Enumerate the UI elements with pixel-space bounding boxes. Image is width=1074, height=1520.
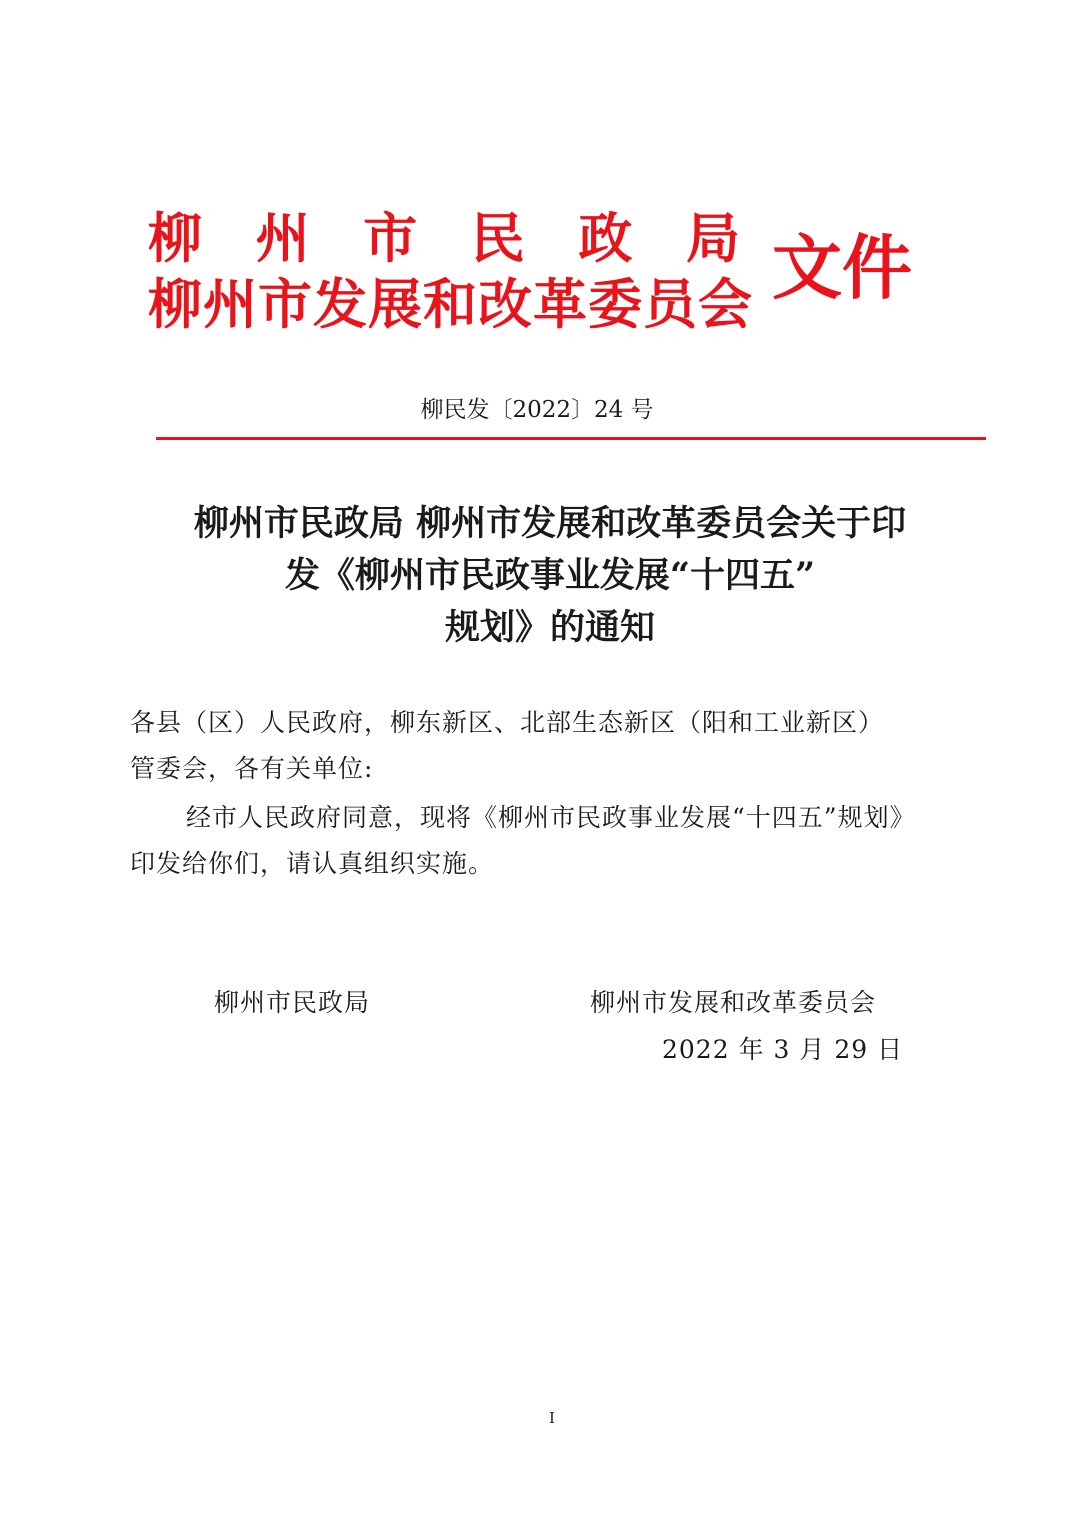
recipients-line: 管委会，各有关单位: bbox=[130, 754, 374, 783]
document-title bbox=[120, 498, 980, 654]
page-number: I bbox=[549, 1409, 555, 1427]
recipients bbox=[130, 700, 980, 792]
signer-development-reform: 柳州市发展和改革委员会 bbox=[590, 988, 877, 1017]
title-line: 规划》的通知 bbox=[444, 607, 655, 648]
issuer-char: 州 bbox=[255, 207, 310, 270]
title-line: 柳州市民政局 柳州市发展和改革委员会关于印 bbox=[193, 503, 907, 544]
document-number: 柳民发〔2022〕24 号 bbox=[420, 397, 654, 423]
issuer-char: 柳 bbox=[148, 207, 202, 270]
red-divider bbox=[156, 437, 986, 440]
body-line: 印发给你们，请认真组织实施。 bbox=[130, 849, 495, 878]
issuer-name-line2: 柳州市发展和改革委员会 bbox=[148, 273, 753, 336]
issuer-char: 市 bbox=[363, 207, 418, 270]
recipients-line: 各县（区）人民政府，柳东新区、北部生态新区（阳和工业新区） bbox=[130, 708, 885, 737]
issuer-char: 局 bbox=[685, 207, 740, 270]
issuer-name-line1 bbox=[148, 206, 740, 272]
issuer-char: 政 bbox=[578, 207, 633, 270]
body-line: 经市人民政府同意，现将《柳州市民政事业发展“十四五”规划》 bbox=[186, 803, 916, 832]
document-suffix: 文件 bbox=[772, 227, 912, 309]
signing-date: 2022 年 3 月 29 日 bbox=[662, 1035, 904, 1064]
signer-civil-affairs: 柳州市民政局 bbox=[214, 988, 371, 1017]
body-paragraph bbox=[130, 795, 980, 887]
title-line: 发《柳州市民政事业发展“十四五” bbox=[284, 555, 816, 596]
issuer-char: 民 bbox=[470, 207, 525, 270]
